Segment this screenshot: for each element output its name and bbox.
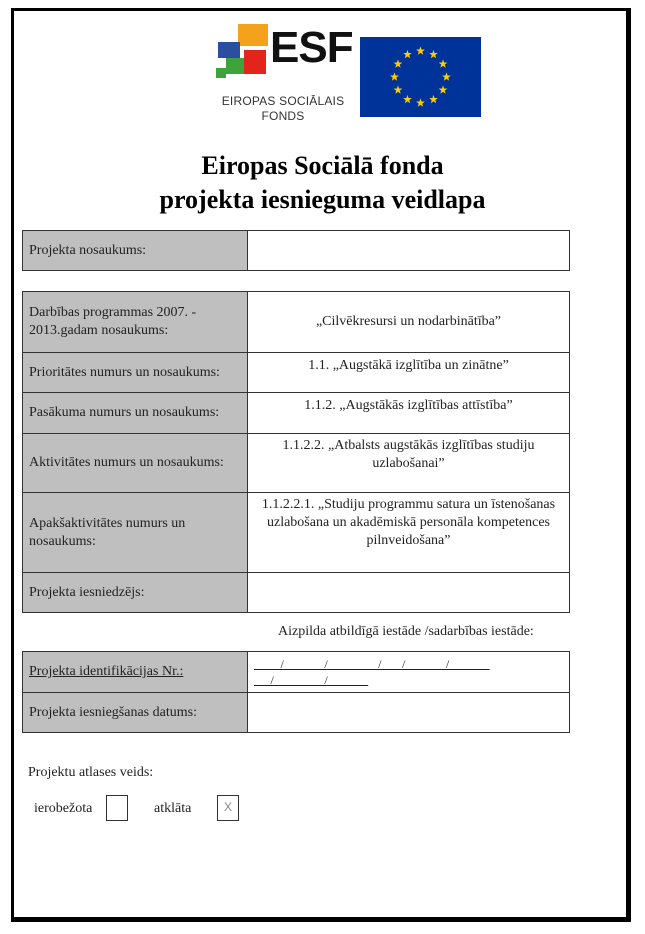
esf-letters: ESF <box>270 23 353 72</box>
subactivity-label: Apakšaktivitātes numurs un nosaukums: <box>23 493 248 573</box>
programme-label: Darbības programmas 2007. - 2013.gadam nosaukums: <box>23 292 248 353</box>
option-restricted-label: ierobežota <box>34 801 93 816</box>
identification-line2: _ _/ _ _ _ _ _/ _ _ _ _ <box>254 673 369 687</box>
authority-note: Aizpilda atbildīgā iestāde /sadarbības iestāde: <box>278 624 534 639</box>
table-row <box>23 231 570 271</box>
submission-date-field[interactable] <box>248 693 570 733</box>
table-row <box>23 353 570 393</box>
table-row <box>23 393 570 434</box>
identification-label <box>23 652 248 693</box>
priority-label: Prioritātes numurs un nosaukums: <box>23 353 248 393</box>
table-row <box>23 693 570 733</box>
identification-line1: _ _ _/ _ _ _ _/ _ _ _ _ _/ _ _/ _ _ _ _/ _ _ _ _ <box>254 657 490 671</box>
esf-name-line2: FONDS <box>261 109 305 123</box>
activity-value: 1.1.2.2. „Atbalsts augstākās izglītības studiju uzlabošanai” <box>248 434 570 493</box>
esf-logo <box>212 20 354 124</box>
identification-label-text: Projekta identifikācijas Nr.: <box>29 664 184 679</box>
option-restricted-checkbox[interactable] <box>106 795 128 821</box>
esf-mosaic-icon <box>216 24 270 80</box>
authority-table <box>22 651 570 733</box>
table-row <box>23 573 570 613</box>
option-open-label: atklāta <box>154 801 192 816</box>
measure-label: Pasākuma numurs un nosaukums: <box>23 393 248 434</box>
activity-label: Aktivitātes numurs un nosaukums: <box>23 434 248 493</box>
option-open-checkbox[interactable]: X <box>217 795 239 821</box>
project-name-field[interactable] <box>248 231 570 271</box>
eu-flag-icon <box>360 37 481 117</box>
project-name-table <box>22 230 570 271</box>
esf-name-line1: EIROPAS SOCIĀLAIS <box>221 94 345 108</box>
document-title-line2: projekta iesnieguma veidlapa <box>159 185 486 214</box>
table-row <box>23 434 570 493</box>
applicant-label: Projekta iesniedzējs: <box>23 573 248 613</box>
document-title-line1: Eiropas Sociālā fonda <box>201 151 444 180</box>
applicant-field[interactable] <box>248 573 570 613</box>
table-row <box>23 292 570 353</box>
identification-field[interactable] <box>248 652 570 693</box>
subactivity-value: 1.1.2.2.1. „Studiju programmu satura un īstenošanas uzlabošana un akadēmiskā personāla kompetences pilnveidošana” <box>248 493 570 573</box>
table-row <box>23 493 570 573</box>
selection-type-title: Projektu atlases veids: <box>28 765 154 780</box>
project-name-label: Projekta nosaukums: <box>23 231 248 271</box>
table-row <box>23 652 570 693</box>
measure-value: 1.1.2. „Augstākās izglītības attīstība” <box>248 393 570 434</box>
submission-date-label: Projekta iesniegšanas datums: <box>23 693 248 733</box>
priority-value: 1.1. „Augstākā izglītība un zinātne” <box>248 353 570 393</box>
programme-info-table <box>22 291 570 613</box>
programme-value: „Cilvēkresursi un nodarbinātība” <box>248 292 570 353</box>
